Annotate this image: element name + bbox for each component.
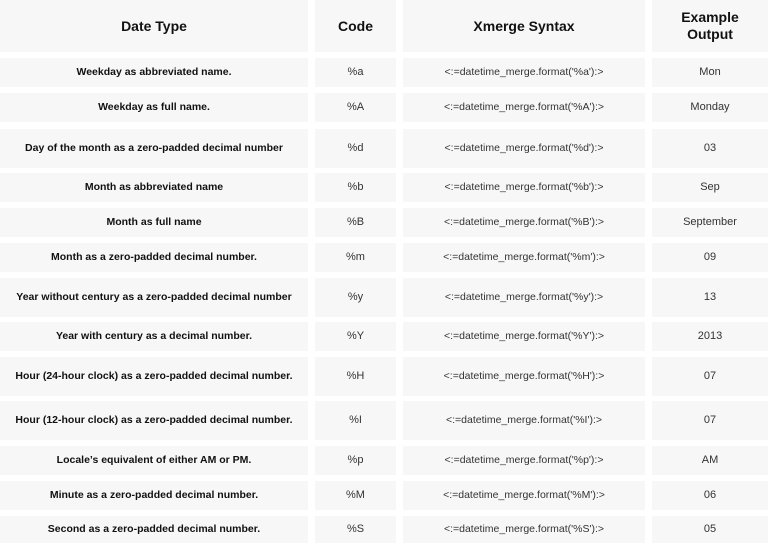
syntax-cell: <:=datetime_merge.format('%m'):> <box>403 243 645 272</box>
date-type-cell: Hour (12-hour clock) as a zero-padded decimal number. <box>0 401 308 440</box>
output-cell: September <box>652 208 768 237</box>
date-type-cell: Weekday as full name. <box>0 93 308 122</box>
header-date-type: Date Type <box>0 0 308 52</box>
code-cell: %S <box>315 516 396 543</box>
syntax-cell: <:=datetime_merge.format('%y'):> <box>403 278 645 317</box>
code-cell: %d <box>315 129 396 168</box>
code-cell: %m <box>315 243 396 272</box>
output-cell: 13 <box>652 278 768 317</box>
output-cell: 09 <box>652 243 768 272</box>
table-row <box>0 322 768 351</box>
date-type-cell: Year with century as a decimal number. <box>0 322 308 351</box>
table-row <box>0 58 768 87</box>
output-cell: 03 <box>652 129 768 168</box>
syntax-cell: <:=datetime_merge.format('%a'):> <box>403 58 645 87</box>
output-cell: 05 <box>652 516 768 543</box>
table-row <box>0 401 768 440</box>
date-type-cell: Year without century as a zero-padded decimal number <box>0 278 308 317</box>
table-row <box>0 357 768 396</box>
date-type-cell: Locale’s equivalent of either AM or PM. <box>0 446 308 475</box>
table-row <box>0 93 768 122</box>
syntax-cell: <:=datetime_merge.format('%M'):> <box>403 481 645 510</box>
code-cell: %M <box>315 481 396 510</box>
header-example-output: Example Output <box>652 0 768 52</box>
output-cell: 06 <box>652 481 768 510</box>
date-type-cell: Second as a zero-padded decimal number. <box>0 516 308 543</box>
syntax-cell: <:=datetime_merge.format('%d'):> <box>403 129 645 168</box>
date-type-cell: Weekday as abbreviated name. <box>0 58 308 87</box>
table-row <box>0 173 768 202</box>
output-cell: 2013 <box>652 322 768 351</box>
output-cell: Monday <box>652 93 768 122</box>
syntax-cell: <:=datetime_merge.format('%p'):> <box>403 446 645 475</box>
code-cell: %y <box>315 278 396 317</box>
date-type-cell: Month as abbreviated name <box>0 173 308 202</box>
output-cell: AM <box>652 446 768 475</box>
code-cell: %b <box>315 173 396 202</box>
output-cell: Mon <box>652 58 768 87</box>
date-type-cell: Day of the month as a zero-padded decimal number <box>0 129 308 168</box>
code-cell: %H <box>315 357 396 396</box>
code-cell: %Y <box>315 322 396 351</box>
table-header-row <box>0 0 768 52</box>
syntax-cell: <:=datetime_merge.format('%I'):> <box>403 401 645 440</box>
header-xmerge-syntax: Xmerge Syntax <box>403 0 645 52</box>
output-cell: 07 <box>652 357 768 396</box>
table-row <box>0 243 768 272</box>
table-row <box>0 208 768 237</box>
output-cell: Sep <box>652 173 768 202</box>
output-cell: 07 <box>652 401 768 440</box>
syntax-cell: <:=datetime_merge.format('%A'):> <box>403 93 645 122</box>
syntax-cell: <:=datetime_merge.format('%S'):> <box>403 516 645 543</box>
code-cell: %A <box>315 93 396 122</box>
table-row <box>0 481 768 510</box>
date-type-cell: Month as full name <box>0 208 308 237</box>
date-type-cell: Month as a zero-padded decimal number. <box>0 243 308 272</box>
code-cell: %I <box>315 401 396 440</box>
date-type-cell: Hour (24-hour clock) as a zero-padded decimal number. <box>0 357 308 396</box>
table-row <box>0 278 768 317</box>
syntax-cell: <:=datetime_merge.format('%b'):> <box>403 173 645 202</box>
table-row <box>0 446 768 475</box>
syntax-cell: <:=datetime_merge.format('%Y'):> <box>403 322 645 351</box>
code-cell: %a <box>315 58 396 87</box>
code-cell: %p <box>315 446 396 475</box>
date-type-cell: Minute as a zero-padded decimal number. <box>0 481 308 510</box>
header-code: Code <box>315 0 396 52</box>
table-row <box>0 516 768 543</box>
syntax-cell: <:=datetime_merge.format('%B'):> <box>403 208 645 237</box>
code-cell: %B <box>315 208 396 237</box>
syntax-cell: <:=datetime_merge.format('%H'):> <box>403 357 645 396</box>
table-row <box>0 129 768 168</box>
